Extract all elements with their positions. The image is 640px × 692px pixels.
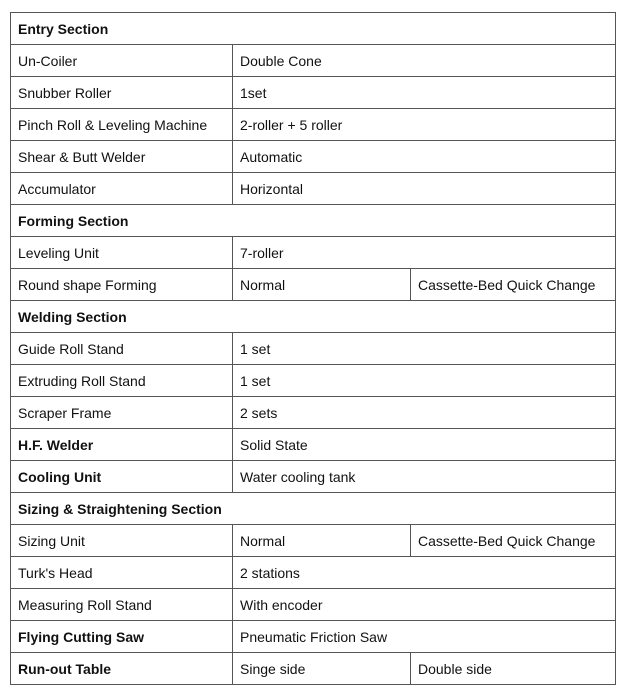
row-value: Pneumatic Friction Saw xyxy=(233,621,616,653)
row-label: Accumulator xyxy=(11,173,233,205)
row-label: Turk's Head xyxy=(11,557,233,589)
row-label: Extruding Roll Stand xyxy=(11,365,233,397)
row-value-alt: Double side xyxy=(411,653,616,685)
row-label: Flying Cutting Saw xyxy=(11,621,233,653)
row-value: Water cooling tank xyxy=(233,461,616,493)
section-header-row xyxy=(11,493,616,525)
row-value: 2 sets xyxy=(233,397,616,429)
section-title: Sizing & Straightening Section xyxy=(11,493,616,525)
table-row xyxy=(11,173,616,205)
row-value: 1 set xyxy=(233,365,616,397)
row-value: 1 set xyxy=(233,333,616,365)
row-value: 1set xyxy=(233,77,616,109)
row-label: Cooling Unit xyxy=(11,461,233,493)
table-row xyxy=(11,237,616,269)
section-header-row xyxy=(11,13,616,45)
row-label: H.F. Welder xyxy=(11,429,233,461)
table-row xyxy=(11,365,616,397)
section-header-row xyxy=(11,301,616,333)
row-value: 2-roller + 5 roller xyxy=(233,109,616,141)
row-value: Singe side xyxy=(233,653,411,685)
table-row xyxy=(11,333,616,365)
row-label: Round shape Forming xyxy=(11,269,233,301)
table-row xyxy=(11,589,616,621)
table-row xyxy=(11,429,616,461)
row-value-alt: Cassette-Bed Quick Change xyxy=(411,525,616,557)
section-title: Forming Section xyxy=(11,205,616,237)
row-label: Shear & Butt Welder xyxy=(11,141,233,173)
row-label: Un-Coiler xyxy=(11,45,233,77)
table-row xyxy=(11,141,616,173)
section-header-row xyxy=(11,205,616,237)
row-value: 7-roller xyxy=(233,237,616,269)
table-row xyxy=(11,269,616,301)
row-label: Measuring Roll Stand xyxy=(11,589,233,621)
section-title: Entry Section xyxy=(11,13,616,45)
table-row xyxy=(11,653,616,685)
table-row xyxy=(11,109,616,141)
row-label: Snubber Roller xyxy=(11,77,233,109)
row-value: Double Cone xyxy=(233,45,616,77)
row-value: Horizontal xyxy=(233,173,616,205)
row-value: With encoder xyxy=(233,589,616,621)
row-value: Normal xyxy=(233,525,411,557)
row-label: Pinch Roll & Leveling Machine xyxy=(11,109,233,141)
row-value: Normal xyxy=(233,269,411,301)
section-title: Welding Section xyxy=(11,301,616,333)
table-row xyxy=(11,461,616,493)
row-label: Guide Roll Stand xyxy=(11,333,233,365)
table-row xyxy=(11,77,616,109)
row-value: Solid State xyxy=(233,429,616,461)
row-value: Automatic xyxy=(233,141,616,173)
table-row xyxy=(11,45,616,77)
spec-table xyxy=(10,12,616,685)
row-value: 2 stations xyxy=(233,557,616,589)
table-row xyxy=(11,621,616,653)
table-row xyxy=(11,557,616,589)
row-label: Sizing Unit xyxy=(11,525,233,557)
row-label: Leveling Unit xyxy=(11,237,233,269)
row-value-alt: Cassette-Bed Quick Change xyxy=(411,269,616,301)
row-label: Run-out Table xyxy=(11,653,233,685)
row-label: Scraper Frame xyxy=(11,397,233,429)
table-row xyxy=(11,397,616,429)
table-row xyxy=(11,525,616,557)
